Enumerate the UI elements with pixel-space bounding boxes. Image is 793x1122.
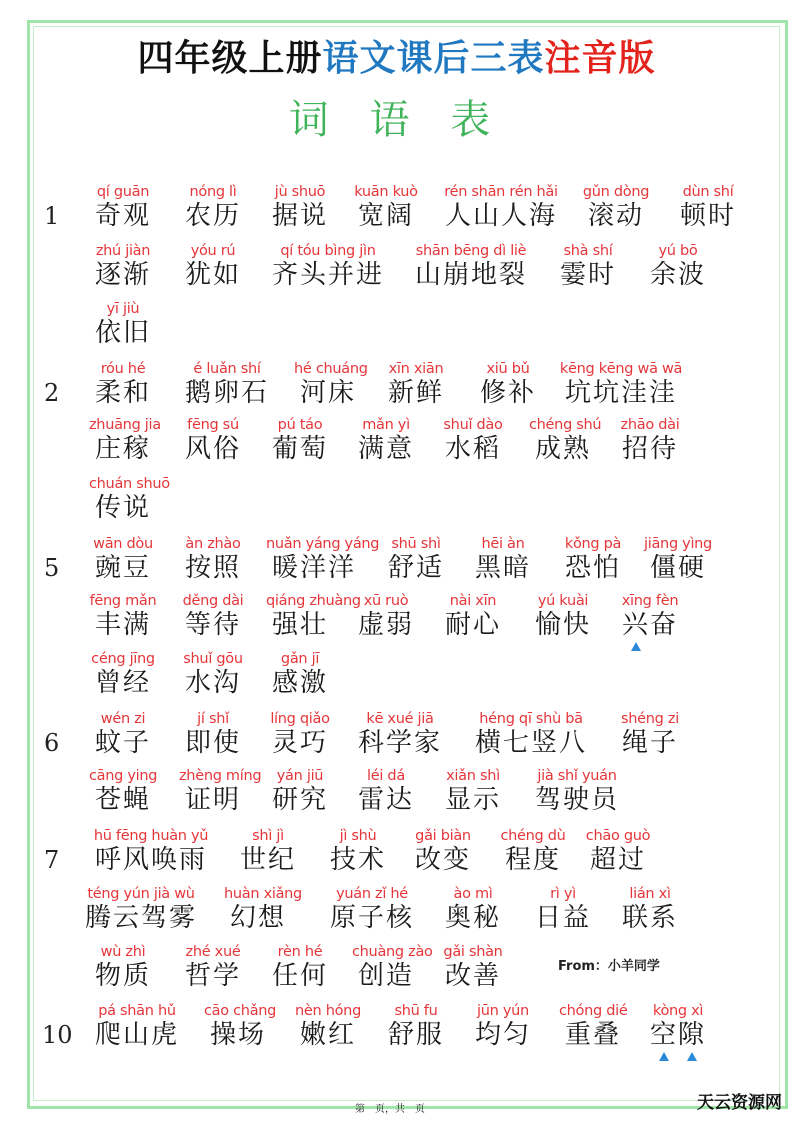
word-characters: 余波 (649, 260, 706, 290)
group-number: 6 (44, 729, 60, 757)
word-item (469, 535, 537, 583)
word-item (352, 416, 420, 464)
word-pinyin: mǎn yì (362, 417, 410, 433)
word-characters: 哲学 (184, 961, 241, 991)
word-pinyin: shū fu (394, 1003, 438, 1019)
word-item (179, 360, 275, 408)
word-pinyin: yán jiū (276, 768, 324, 784)
word-item (469, 710, 593, 758)
word-item (644, 535, 712, 583)
word-characters: 苍蝇 (94, 785, 151, 815)
word-pinyin: jí shǐ (197, 711, 229, 727)
word-item (644, 1002, 712, 1050)
word-pinyin: léi dá (367, 768, 405, 784)
word-characters: 爬山虎 (94, 1020, 179, 1050)
word-characters: 感激 (271, 668, 328, 698)
word-characters: 招待 (621, 434, 678, 464)
word-item (179, 767, 262, 815)
word-pinyin: xiǎn shì (446, 768, 500, 784)
word-characters: 程度 (504, 845, 561, 875)
word-pinyin: qí tóu bìng jìn (280, 243, 376, 259)
word-item (266, 943, 334, 991)
word-item (474, 360, 542, 408)
title-part-edition: 注音版 (544, 37, 656, 79)
word-characters: 证明 (184, 785, 241, 815)
word-pinyin: huàn xiǎng (224, 886, 302, 902)
word-item (616, 710, 684, 758)
word-item (529, 416, 602, 464)
word-pinyin: wù zhì (100, 944, 146, 960)
word-characters: 奇观 (94, 201, 151, 231)
word-characters: 霎时 (559, 260, 616, 290)
word-characters: 鹅卵石 (184, 378, 269, 408)
word-pinyin: é luǎn shí (193, 361, 261, 377)
word-item (89, 767, 157, 815)
word-item (554, 242, 622, 290)
word-pinyin: hé chuáng (294, 361, 368, 377)
title-part-subject: 语文课后三表 (322, 37, 545, 79)
word-item (352, 710, 448, 758)
word-characters: 庄稼 (94, 434, 151, 464)
word-item (582, 183, 650, 231)
word-characters: 奥秘 (444, 903, 501, 933)
word-item (499, 827, 567, 875)
word-pinyin: děng dài (182, 593, 244, 609)
word-pinyin: ào mì (453, 886, 493, 902)
word-characters: 空隙 (649, 1020, 706, 1050)
word-characters: 耐心 (444, 610, 501, 640)
word-characters: 成熟 (534, 434, 591, 464)
word-pinyin: zhú jiàn (95, 243, 151, 259)
word-characters: 豌豆 (94, 553, 151, 583)
word-pinyin: rì yì (550, 886, 576, 902)
word-pinyin: lián xì (629, 886, 671, 902)
word-item (266, 767, 334, 815)
word-pinyin: dùn shí (682, 184, 734, 200)
word-item (89, 827, 213, 875)
word-pinyin: shuǐ gōu (183, 651, 243, 667)
word-characters: 僵硬 (649, 553, 706, 583)
word-item (616, 592, 684, 640)
word-pinyin: yú kuài (537, 593, 589, 609)
word-pinyin: hēi àn (481, 536, 525, 552)
word-characters: 研究 (271, 785, 328, 815)
word-pinyin: àn zhào (185, 536, 241, 552)
word-pinyin: chuàng zào (352, 944, 433, 960)
word-pinyin: gǎn jī (280, 651, 320, 667)
word-characters: 等待 (184, 610, 241, 640)
word-item (89, 475, 170, 523)
word-item (89, 943, 157, 991)
word-characters: 绳子 (621, 728, 678, 758)
word-pinyin: chuán shuō (89, 476, 170, 492)
word-item (266, 592, 361, 640)
word-pinyin: pú táo (277, 417, 323, 433)
word-pinyin: shì jì (252, 828, 284, 844)
word-characters: 雷达 (357, 785, 414, 815)
word-characters: 虚弱 (357, 610, 414, 640)
page-title (0, 30, 793, 81)
group-number: 1 (44, 202, 60, 230)
word-characters: 满意 (357, 434, 414, 464)
word-characters: 传说 (94, 493, 151, 523)
word-characters: 据说 (271, 201, 328, 231)
word-characters: 舒服 (387, 1020, 444, 1050)
word-item (179, 650, 247, 698)
word-characters: 即使 (184, 728, 241, 758)
word-characters: 恐怕 (564, 553, 621, 583)
from-note: From：小羊同学 (558, 959, 660, 974)
word-pinyin: líng qiǎo (270, 711, 330, 727)
word-characters: 显示 (444, 785, 501, 815)
word-pinyin: yī jiù (106, 301, 140, 317)
word-item (529, 592, 597, 640)
word-characters: 愉快 (534, 610, 591, 640)
word-item (266, 183, 334, 231)
word-characters: 兴奋 (621, 610, 678, 640)
word-characters: 宽阔 (357, 201, 414, 231)
word-item (324, 827, 392, 875)
word-pinyin: qiáng zhuàng (266, 593, 361, 609)
word-characters: 水稻 (444, 434, 501, 464)
word-pinyin: shà shí (563, 243, 613, 259)
word-characters: 驾驶员 (534, 785, 619, 815)
group-number: 10 (42, 1021, 73, 1049)
word-characters: 犹如 (184, 260, 241, 290)
word-pinyin: shéng zi (621, 711, 679, 727)
word-characters: 嫩红 (299, 1020, 356, 1050)
word-pinyin: jià shǐ yuán (537, 768, 617, 784)
word-pinyin: chéng dù (500, 828, 566, 844)
word-item (266, 535, 380, 583)
word-item (529, 885, 597, 933)
word-characters: 超过 (589, 845, 646, 875)
word-item (559, 360, 683, 408)
word-pinyin: fēng sú (187, 417, 239, 433)
word-characters: 丰满 (94, 610, 151, 640)
word-pinyin: jì shù (339, 828, 377, 844)
word-item (89, 650, 157, 698)
word-pinyin: wān dòu (93, 536, 153, 552)
word-characters: 创造 (357, 961, 414, 991)
word-characters: 依旧 (94, 318, 151, 348)
word-characters: 任何 (271, 961, 328, 991)
word-pinyin: téng yún jià wù (87, 886, 195, 902)
group-number: 7 (44, 846, 60, 874)
word-item (79, 885, 203, 933)
word-pinyin: nèn hóng (295, 1003, 361, 1019)
word-characters: 曾经 (94, 668, 151, 698)
word-characters: 风俗 (184, 434, 241, 464)
word-characters: 暖洋洋 (271, 553, 356, 583)
word-item (89, 183, 157, 231)
word-item (89, 710, 157, 758)
word-item (234, 827, 302, 875)
emphasis-marker-icon (687, 1052, 697, 1061)
word-pinyin: gǎi shàn (443, 944, 503, 960)
word-pinyin: cāng ying (89, 768, 158, 784)
word-pinyin: zhé xué (185, 944, 241, 960)
word-characters: 改善 (444, 961, 501, 991)
word-characters: 腾云驾雾 (84, 903, 197, 933)
word-pinyin: cāo chǎng (204, 1003, 277, 1019)
word-pinyin: yú bō (658, 243, 698, 259)
word-characters: 顿时 (679, 201, 736, 231)
word-characters: 联系 (621, 903, 678, 933)
word-item (439, 592, 507, 640)
word-item (324, 885, 420, 933)
page-footer: 第 页，共 页 (355, 1104, 425, 1115)
word-item (266, 416, 334, 464)
word-characters: 世纪 (239, 845, 296, 875)
word-item (352, 943, 433, 991)
word-pinyin: hū fēng huàn yǔ (93, 828, 209, 844)
word-item (439, 416, 507, 464)
word-characters: 呼风唤雨 (94, 845, 207, 875)
word-pinyin: xū ruò (363, 593, 409, 609)
word-pinyin: jūn yún (477, 1003, 529, 1019)
word-characters: 齐头并进 (271, 260, 384, 290)
word-characters: 日益 (534, 903, 591, 933)
word-characters: 改变 (414, 845, 471, 875)
title-part-grade: 四年级上册 (137, 37, 323, 79)
word-characters: 操场 (209, 1020, 266, 1050)
group-number: 2 (44, 379, 60, 407)
word-pinyin: pá shān hǔ (98, 1003, 176, 1019)
word-item (352, 767, 420, 815)
word-pinyin: nài xīn (449, 593, 497, 609)
word-characters: 横七竖八 (474, 728, 587, 758)
word-pinyin: nóng lì (189, 184, 237, 200)
word-characters: 葡萄 (271, 434, 328, 464)
word-item (204, 1002, 277, 1050)
word-item (439, 885, 507, 933)
word-item (89, 535, 157, 583)
word-pinyin: kòng xì (652, 1003, 704, 1019)
word-item (644, 242, 712, 290)
word-characters: 河床 (299, 378, 356, 408)
word-characters: 黑暗 (474, 553, 531, 583)
word-pinyin: rén shān rén hǎi (444, 184, 558, 200)
emphasis-marker-icon (659, 1052, 669, 1061)
word-pinyin: xīng fèn (621, 593, 679, 609)
word-item (352, 592, 420, 640)
word-item (89, 300, 157, 348)
word-pinyin: gǔn dòng (582, 184, 650, 200)
word-pinyin: kuān kuò (354, 184, 418, 200)
word-characters: 按照 (184, 553, 241, 583)
word-item (559, 535, 627, 583)
word-item (382, 1002, 450, 1050)
word-pinyin: héng qī shù bā (479, 711, 583, 727)
word-pinyin: gǎi biàn (415, 828, 471, 844)
word-pinyin: chéng shú (529, 417, 602, 433)
word-item (529, 767, 625, 815)
word-item (294, 1002, 362, 1050)
word-item (89, 416, 161, 464)
word-pinyin: yuán zǐ hé (336, 886, 408, 902)
word-pinyin: zhèng míng (179, 768, 262, 784)
word-characters: 均匀 (474, 1020, 531, 1050)
word-pinyin: jù shuō (274, 184, 326, 200)
word-item (179, 592, 247, 640)
word-pinyin: chāo guò (585, 828, 651, 844)
word-item (439, 767, 507, 815)
word-pinyin: kēng kēng wā wā (559, 361, 683, 377)
word-pinyin: fēng mǎn (89, 593, 157, 609)
word-item (89, 242, 157, 290)
word-pinyin: shū shì (391, 536, 441, 552)
word-item (179, 535, 247, 583)
word-pinyin: xiū bǔ (486, 361, 530, 377)
word-item (89, 592, 157, 640)
word-item (224, 885, 302, 933)
emphasis-marker-icon (631, 642, 641, 651)
word-item (382, 535, 450, 583)
word-item (559, 1002, 627, 1050)
word-characters: 强壮 (271, 610, 328, 640)
word-characters: 蚊子 (94, 728, 151, 758)
word-characters: 技术 (329, 845, 386, 875)
word-item (179, 710, 247, 758)
word-pinyin: róu hé (100, 361, 146, 377)
word-characters: 滚动 (587, 201, 644, 231)
word-pinyin: chóng dié (559, 1003, 628, 1019)
word-characters: 水沟 (184, 668, 241, 698)
word-item (584, 827, 652, 875)
word-item (266, 242, 390, 290)
word-characters: 幻想 (229, 903, 286, 933)
word-pinyin: jiāng yìng (644, 536, 712, 552)
word-characters: 农历 (184, 201, 241, 231)
word-item (179, 242, 247, 290)
word-characters: 柔和 (94, 378, 151, 408)
section-title: 词 语 表 (288, 97, 505, 143)
word-item (294, 360, 368, 408)
word-pinyin: zhuāng jia (89, 417, 161, 433)
word-characters: 修补 (479, 378, 536, 408)
word-item (674, 183, 742, 231)
word-pinyin: wén zi (100, 711, 146, 727)
word-characters: 人山人海 (444, 201, 557, 231)
word-characters: 新鲜 (387, 378, 444, 408)
word-characters: 重叠 (564, 1020, 621, 1050)
word-characters: 逐渐 (94, 260, 151, 290)
word-pinyin: xīn xiān (388, 361, 444, 377)
word-pinyin: shuǐ dào (443, 417, 503, 433)
word-item (409, 242, 533, 290)
word-item (266, 710, 334, 758)
word-item (352, 183, 420, 231)
word-item (439, 183, 563, 231)
word-pinyin: rèn hé (277, 944, 323, 960)
word-item (616, 416, 684, 464)
word-pinyin: kǒng pà (564, 536, 622, 552)
word-characters: 坑坑洼洼 (564, 378, 677, 408)
word-pinyin: céng jīng (91, 651, 155, 667)
word-item (89, 1002, 185, 1050)
word-characters: 舒适 (387, 553, 444, 583)
word-item (179, 943, 247, 991)
group-number: 5 (44, 554, 60, 582)
word-pinyin: zhāo dài (620, 417, 680, 433)
word-item (409, 827, 477, 875)
word-characters: 物质 (94, 961, 151, 991)
word-item (89, 360, 157, 408)
word-characters: 原子核 (329, 903, 414, 933)
word-item (179, 416, 247, 464)
word-pinyin: qí guān (96, 184, 150, 200)
watermark: 天云资源网 (697, 1093, 782, 1113)
word-item (616, 885, 684, 933)
word-pinyin: shān bēng dì liè (415, 243, 527, 259)
word-pinyin: yóu rú (190, 243, 236, 259)
word-item (439, 943, 507, 991)
word-characters: 科学家 (357, 728, 442, 758)
word-characters: 山崩地裂 (414, 260, 527, 290)
word-item (179, 183, 247, 231)
word-item (469, 1002, 537, 1050)
word-pinyin: nuǎn yáng yáng (266, 536, 380, 552)
word-item (382, 360, 450, 408)
word-pinyin: kē xué jiā (366, 711, 434, 727)
word-item (266, 650, 334, 698)
word-characters: 灵巧 (271, 728, 328, 758)
